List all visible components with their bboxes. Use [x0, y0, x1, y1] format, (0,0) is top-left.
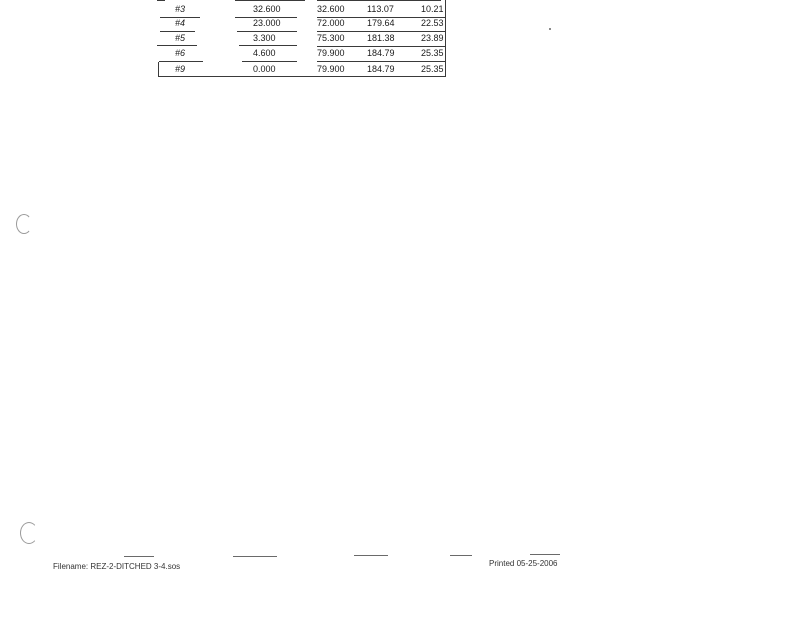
footer-rule-fragment [354, 555, 388, 556]
cell-value: 75.300 [317, 33, 345, 43]
punch-hole-mark [20, 522, 38, 544]
table-rule [317, 0, 441, 1]
cell-value: 32.600 [253, 4, 281, 14]
footer-rule-fragment [530, 554, 560, 555]
row-rule [317, 46, 445, 47]
table-rule [157, 0, 165, 1]
cell-value: 181.38 [367, 33, 395, 43]
cell-value: 0.000 [253, 64, 276, 74]
row-rule [239, 45, 297, 46]
cell-value: 3.300 [253, 33, 276, 43]
table-rule [235, 0, 305, 1]
cell-value: 23.000 [253, 18, 281, 28]
data-table [157, 0, 446, 80]
cell-value: 184.79 [367, 48, 395, 58]
scan-speck [549, 28, 551, 30]
row-label: #9 [175, 64, 186, 74]
cell-value: 72.000 [317, 18, 345, 28]
row-rule [157, 45, 197, 46]
footer-printed-date: Printed 05-25-2006 [489, 559, 558, 568]
cell-value: 79.900 [317, 48, 345, 58]
footer-rule-fragment [450, 555, 472, 556]
row-rule [237, 31, 297, 32]
row-label: #3 [175, 4, 186, 14]
cell-value: 4.600 [253, 48, 276, 58]
cell-value: 22.53 [421, 18, 444, 28]
cell-value: 179.64 [367, 18, 395, 28]
cell-value: 184.79 [367, 64, 395, 74]
cell-value: 10.21 [421, 4, 444, 14]
row-label: #6 [175, 48, 186, 58]
row-rule [160, 31, 195, 32]
cell-value: 25.35 [421, 48, 444, 58]
row-label: #5 [175, 33, 186, 43]
row-rule [242, 61, 297, 62]
row-rule [317, 31, 445, 32]
row-rule [159, 61, 203, 62]
footer-rule-fragment [233, 556, 277, 557]
punch-hole-mark [16, 214, 32, 234]
footer-filename: Filename: REZ-2-DITCHED 3-4.sos [53, 562, 181, 571]
row-label: #4 [175, 18, 186, 28]
cell-value: 113.07 [367, 4, 394, 14]
cell-value: 25.35 [421, 64, 444, 74]
row-rule [317, 61, 445, 62]
footer-rule-fragment [124, 556, 154, 557]
cell-value: 32.600 [317, 4, 345, 14]
table-bottom-rule [158, 76, 446, 77]
cell-value: 23.89 [421, 33, 444, 43]
cell-value: 79.900 [317, 64, 345, 74]
